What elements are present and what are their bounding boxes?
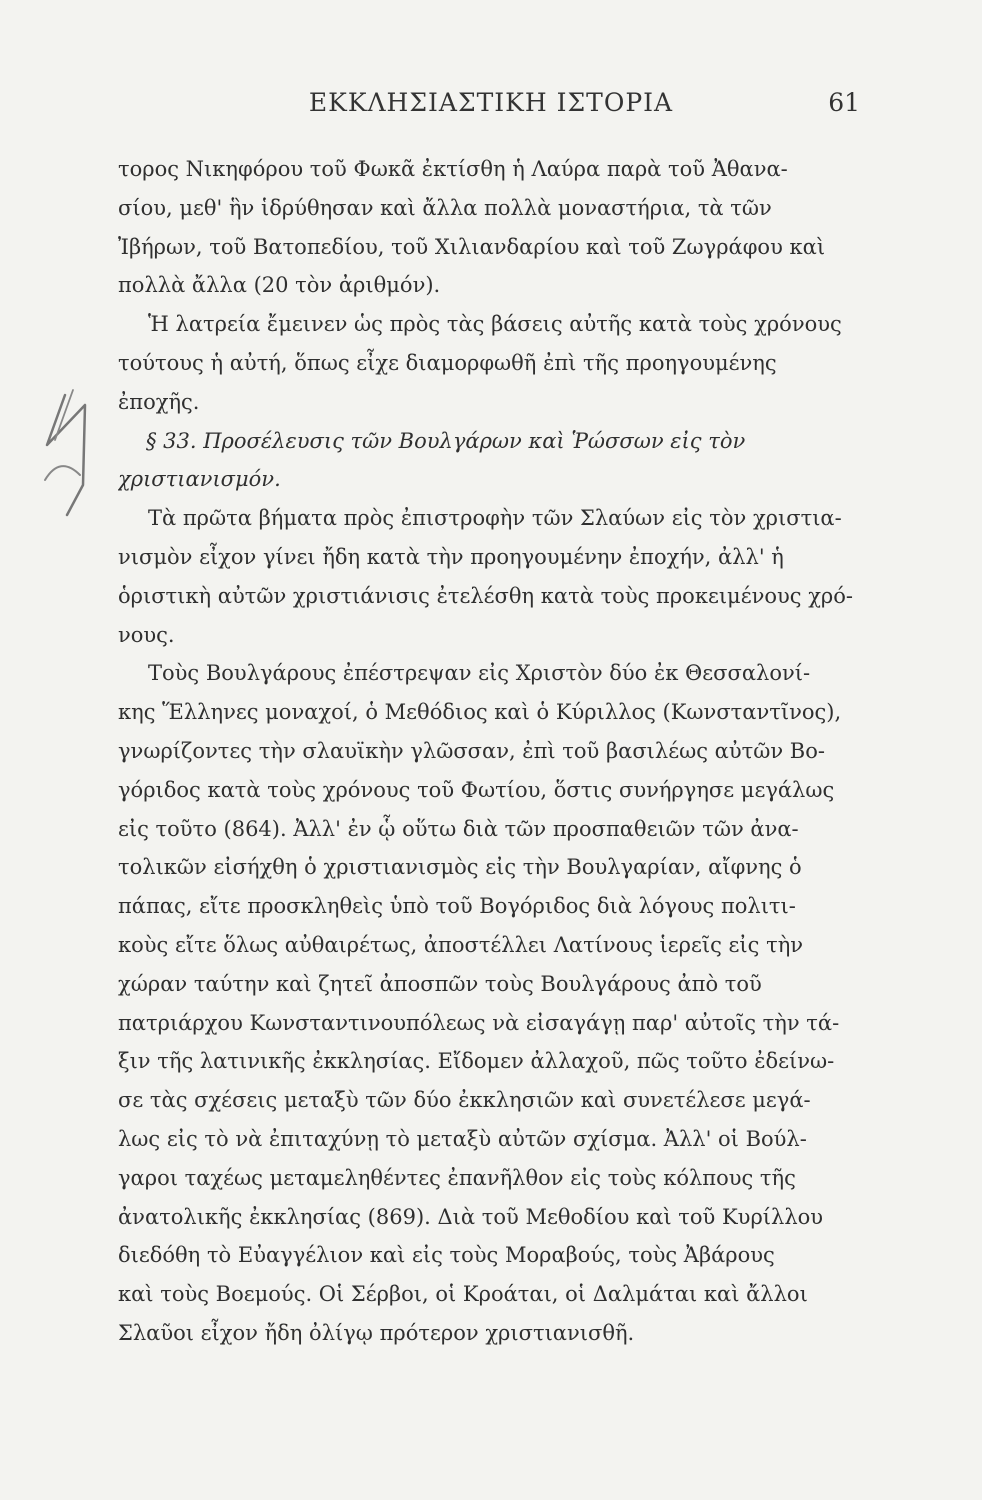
text-line: διεδόθη τὸ Εὐαγγέλιον καὶ εἰς τοὺς Μοραβούς, τοὺς Ἀβάρους: [118, 1243, 775, 1268]
text-line: γαροι ταχέως μεταμεληθέντες ἐπανῆλθον εἰς τοὺς κόλπους τῆς: [118, 1165, 796, 1190]
text-line: κοὺς εἴτε ὅλως αὐθαιρέτως, ἀποστέλλει Λατίνους ἱερεῖς εἰς τὴν: [118, 932, 804, 957]
text-line: νισμὸν εἶχον γίνει ἤδη κατὰ τὴν προηγουμένην ἐποχήν, ἀλλ' ἡ: [118, 544, 784, 569]
text-line: νους.: [118, 622, 175, 647]
section-heading-continuation: χριστιανισμόν.: [118, 467, 281, 492]
text-line: πάπας, εἴτε προσκληθεὶς ὑπὸ τοῦ Βογόριδος διὰ λόγους πολιτι-: [118, 894, 796, 919]
text-line: ἐποχῆς.: [118, 389, 200, 414]
section-heading: § 33. Προσέλευσις τῶν Βουλγάρων καὶ Ῥώσσων εἰς τὸν: [146, 428, 746, 453]
text-line: ἀνατολικῆς ἐκκλησίας (869). Διὰ τοῦ Μεθοδίου καὶ τοῦ Κυρίλλου: [118, 1204, 824, 1229]
page-number: 61: [828, 88, 860, 117]
paragraph-first-line: Ἡ λατρεία ἔμεινεν ὡς πρὸς τὰς βάσεις αὐτῆς κατὰ τοὺς χρόνους: [148, 312, 842, 337]
text-line: τολικῶν εἰσήχθη ὁ χριστιανισμὸς εἰς τὴν Βουλγαρίαν, αἴφνης ὁ: [118, 855, 802, 880]
text-line: γνωρίζοντες τὴν σλαυϊκὴν γλῶσσαν, ἐπὶ τοῦ βασιλέως αὐτῶν Βο-: [118, 738, 825, 763]
text-line: σε τὰς σχέσεις μεταξὺ τῶν δύο ἐκκλησιῶν καὶ συνετέλεσε μεγά-: [118, 1088, 811, 1113]
text-line: εἰς τοῦτο (864). Ἀλλ' ἐν ᾧ οὕτω διὰ τῶν προσπαθειῶν τῶν ἀνα-: [118, 816, 799, 841]
text-line: Σλαῦοι εἶχον ἤδη ὀλίγῳ πρότερον χριστιανισθῆ.: [118, 1320, 635, 1345]
body-text: [118, 150, 878, 1353]
text-line: ὁριστικὴ αὐτῶν χριστιάνισις ἐτελέσθη κατὰ τοὺς προκειμένους χρό-: [118, 583, 854, 608]
running-header: ΕΚΚΛΗΣΙΑΣΤΙΚΗ ΙΣΤΟΡΙΑ: [308, 88, 674, 117]
text-line: τορος Νικηφόρου τοῦ Φωκᾶ ἐκτίσθη ἡ Λαύρα παρὰ τοῦ Ἀθανα-: [118, 157, 788, 181]
text-line: πατριάρχου Κωνσταντινουπόλεως νὰ εἰσαγάγῃ παρ' αὐτοῖς τὴν τά-: [118, 1010, 840, 1035]
text-line: λως εἰς τὸ νὰ ἐπιταχύνῃ τὸ μεταξὺ αὐτῶν σχίσμα. Ἀλλ' οἱ Βούλ-: [118, 1126, 807, 1151]
paragraph-first-line: Τὰ πρῶτα βήματα πρὸς ἐπιστροφὴν τῶν Σλαύων εἰς τὸν χριστια-: [148, 506, 842, 531]
text-line: τούτους ἡ αὐτή, ὅπως εἶχε διαμορφωθῆ ἐπὶ τῆς προηγουμένης: [118, 350, 777, 375]
text-line: γόριδος κατὰ τοὺς χρόνους τοῦ Φωτίου, ὅστις συνήργησε μεγάλως: [118, 777, 835, 802]
text-line: Ἰβήρων, τοῦ Βατοπεδίου, τοῦ Χιλιανδαρίου καὶ τοῦ Ζωγράφου καὶ: [118, 234, 826, 259]
text-line: κης Ἕλληνες μοναχοί, ὁ Μεθόδιος καὶ ὁ Κύριλλος (Κωνσταντῖνος),: [118, 700, 842, 725]
text-line: σίου, μεθ' ἣν ἱδρύθησαν καὶ ἄλλα πολλὰ μοναστήρια, τὰ τῶν: [118, 195, 772, 220]
text-line: καὶ τοὺς Βοεμούς. Οἱ Σέρβοι, οἱ Κροάται, οἱ Δαλμάται καὶ ἄλλοι: [118, 1282, 808, 1307]
text-line: πολλὰ ἄλλα (20 τὸν ἀριθμόν).: [118, 273, 441, 298]
text-line: ξιν τῆς λατινικῆς ἐκκλησίας. Εἴδομεν ἀλλαχοῦ, πῶς τοῦτο ἐδείνω-: [118, 1049, 835, 1074]
paragraph-first-line: Τοὺς Βουλγάρους ἐπέστρεψαν εἰς Χριστὸν δύο ἐκ Θεσσαλονί-: [148, 661, 811, 686]
text-line: χώραν ταύτην καὶ ζητεῖ ἀποσπῶν τοὺς Βουλγάρους ἀπὸ τοῦ: [118, 971, 762, 996]
handwritten-margin-mark: [25, 385, 115, 525]
